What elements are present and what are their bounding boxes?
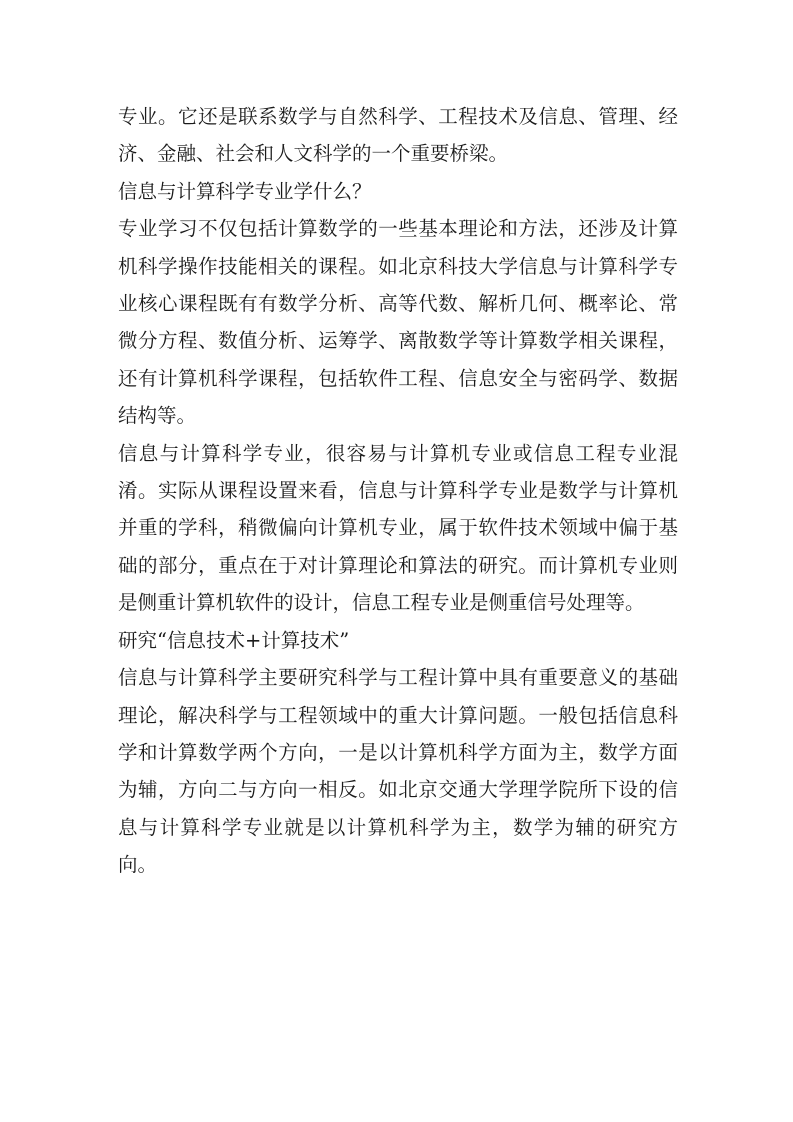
paragraph-course-content: 专业学习不仅包括计算数学的一些基本理论和方法，还涉及计算机科学操作技能相关的课程。如北京科技大学信息与计算科学专业核心课程既有有数学分析、高等代数、解析几何、概率论、常微分方程、数值分析、运筹学、离散数学等计算数学相关课程，还有计算机科学课程，包括软件工程、信息安全与密码学、数据结构等。 — [118, 217, 678, 428]
document-body — [118, 98, 678, 884]
paragraph-research-directions: 信息与计算科学主要研究科学与工程计算中具有重要意义的基础理论，解决科学与工程领域中的重大计算问题。一般包括信息科学和计算数学两个方向，一是以计算机科学方面为主，数学方面为辅，方向二与方向一相反。如北京交通大学理学院所下设的信息与计算科学专业就是以计算机科学为主，数学为辅的研究方向。 — [118, 666, 678, 877]
section-heading-what-to-study: 信息与计算科学专业学什么？ — [118, 179, 372, 203]
section-heading-research: 研究“信息技术+计算技术” — [118, 628, 350, 652]
paragraph-intro-continued: 专业。它还是联系数学与自然科学、工程技术及信息、管理、经济、金融、社会和人文科学的一个重要桥梁。 — [118, 105, 678, 166]
paragraph-major-comparison: 信息与计算科学专业，很容易与计算机专业或信息工程专业混淆。实际从课程设置来看，信息与计算科学专业是数学与计算机并重的学科，稍微偏向计算机专业，属于软件技术领域中偏于基础的部分，重点在于对计算理论和算法的研究。而计算机专业则是侧重计算机软件的设计，信息工程专业是侧重信号处理等。 — [118, 441, 678, 615]
